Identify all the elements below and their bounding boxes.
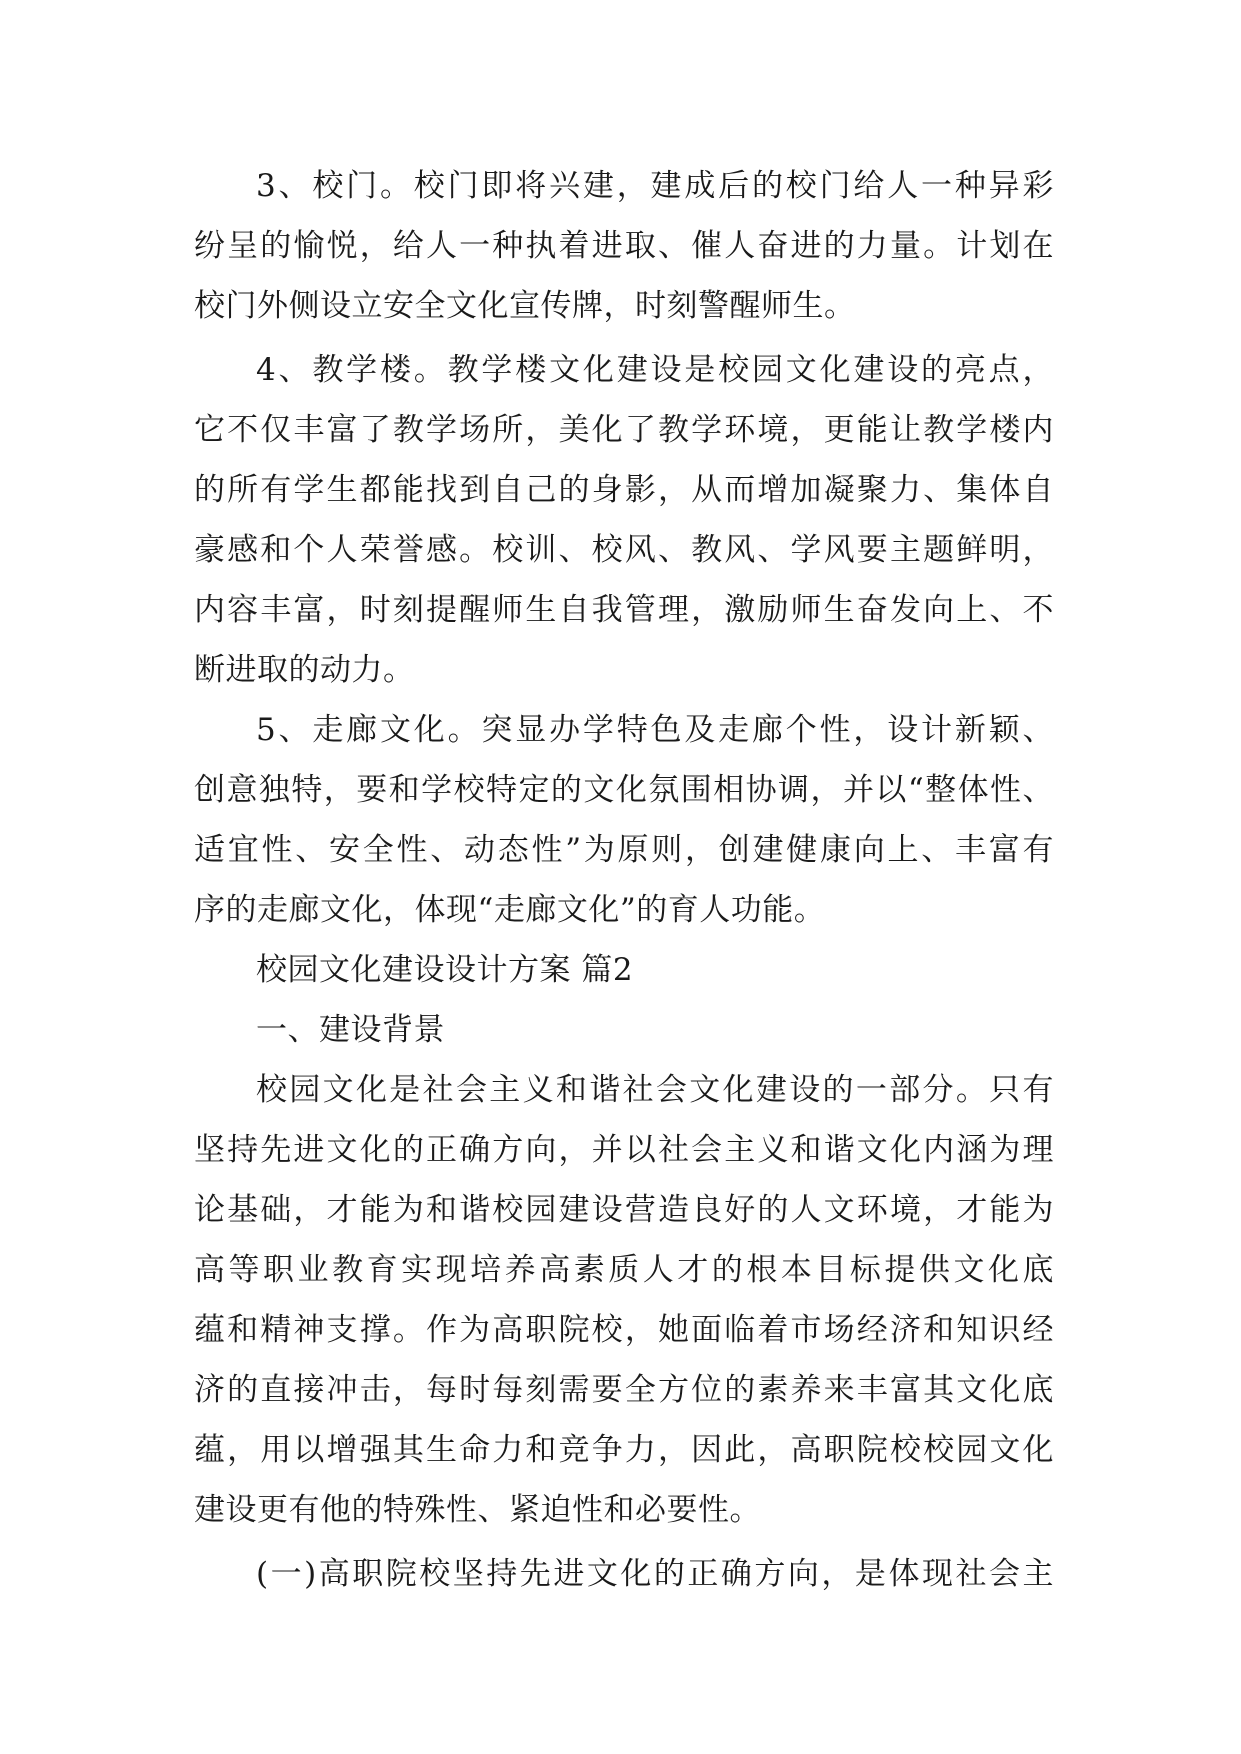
text-line: 适宜性、安全性、动态性”为原则，创建健康向上、丰富有	[194, 832, 1054, 868]
text-line: 豪感和个人荣誉感。校训、校风、教风、学风要主题鲜明，	[194, 532, 1054, 568]
text-line: 4、教学楼。教学楼文化建设是校园文化建设的亮点，	[256, 352, 1054, 388]
text-line: 蕴和精神支撑。作为高职院校，她面临着市场经济和知识经	[194, 1312, 1054, 1348]
subsection-heading: 一、建设背景	[256, 1012, 445, 1048]
text-line: 断进取的动力。	[194, 652, 415, 688]
text-line: 高等职业教育实现培养高素质人才的根本目标提供文化底	[194, 1252, 1054, 1288]
text-line: 坚持先进文化的正确方向，并以社会主义和谐文化内涵为理	[194, 1132, 1054, 1168]
text-line: (一)高职院校坚持先进文化的正确方向，是体现社会主	[256, 1556, 1054, 1592]
text-line: 纷呈的愉悦，给人一种执着进取、催人奋进的力量。计划在	[194, 228, 1054, 264]
text-line: 蕴，用以增强其生命力和竞争力，因此，高职院校校园文化	[194, 1432, 1054, 1468]
section-heading: 校园文化建设设计方案 篇2	[256, 952, 634, 988]
text-line: 内容丰富，时刻提醒师生自我管理，激励师生奋发向上、不	[194, 592, 1054, 628]
text-line: 3、校门。校门即将兴建，建成后的校门给人一种异彩	[256, 168, 1054, 204]
text-line: 创意独特，要和学校特定的文化氛围相协调，并以“整体性、	[194, 772, 1054, 808]
text-line: 论基础，才能为和谐校园建设营造良好的人文环境，才能为	[194, 1192, 1054, 1228]
text-line: 校门外侧设立安全文化宣传牌，时刻警醒师生。	[194, 288, 856, 324]
text-line: 建设更有他的特殊性、紧迫性和必要性。	[194, 1492, 761, 1528]
text-line: 序的走廊文化，体现“走廊文化”的育人功能。	[194, 892, 826, 928]
text-line: 校园文化是社会主义和谐社会文化建设的一部分。只有	[256, 1072, 1054, 1108]
text-line: 5、走廊文化。突显办学特色及走廊个性，设计新颖、	[256, 712, 1054, 748]
text-line: 的所有学生都能找到自己的身影，从而增加凝聚力、集体自	[194, 472, 1054, 508]
text-line: 它不仅丰富了教学场所，美化了教学环境，更能让教学楼内	[194, 412, 1054, 448]
text-line: 济的直接冲击，每时每刻需要全方位的素养来丰富其文化底	[194, 1372, 1054, 1408]
